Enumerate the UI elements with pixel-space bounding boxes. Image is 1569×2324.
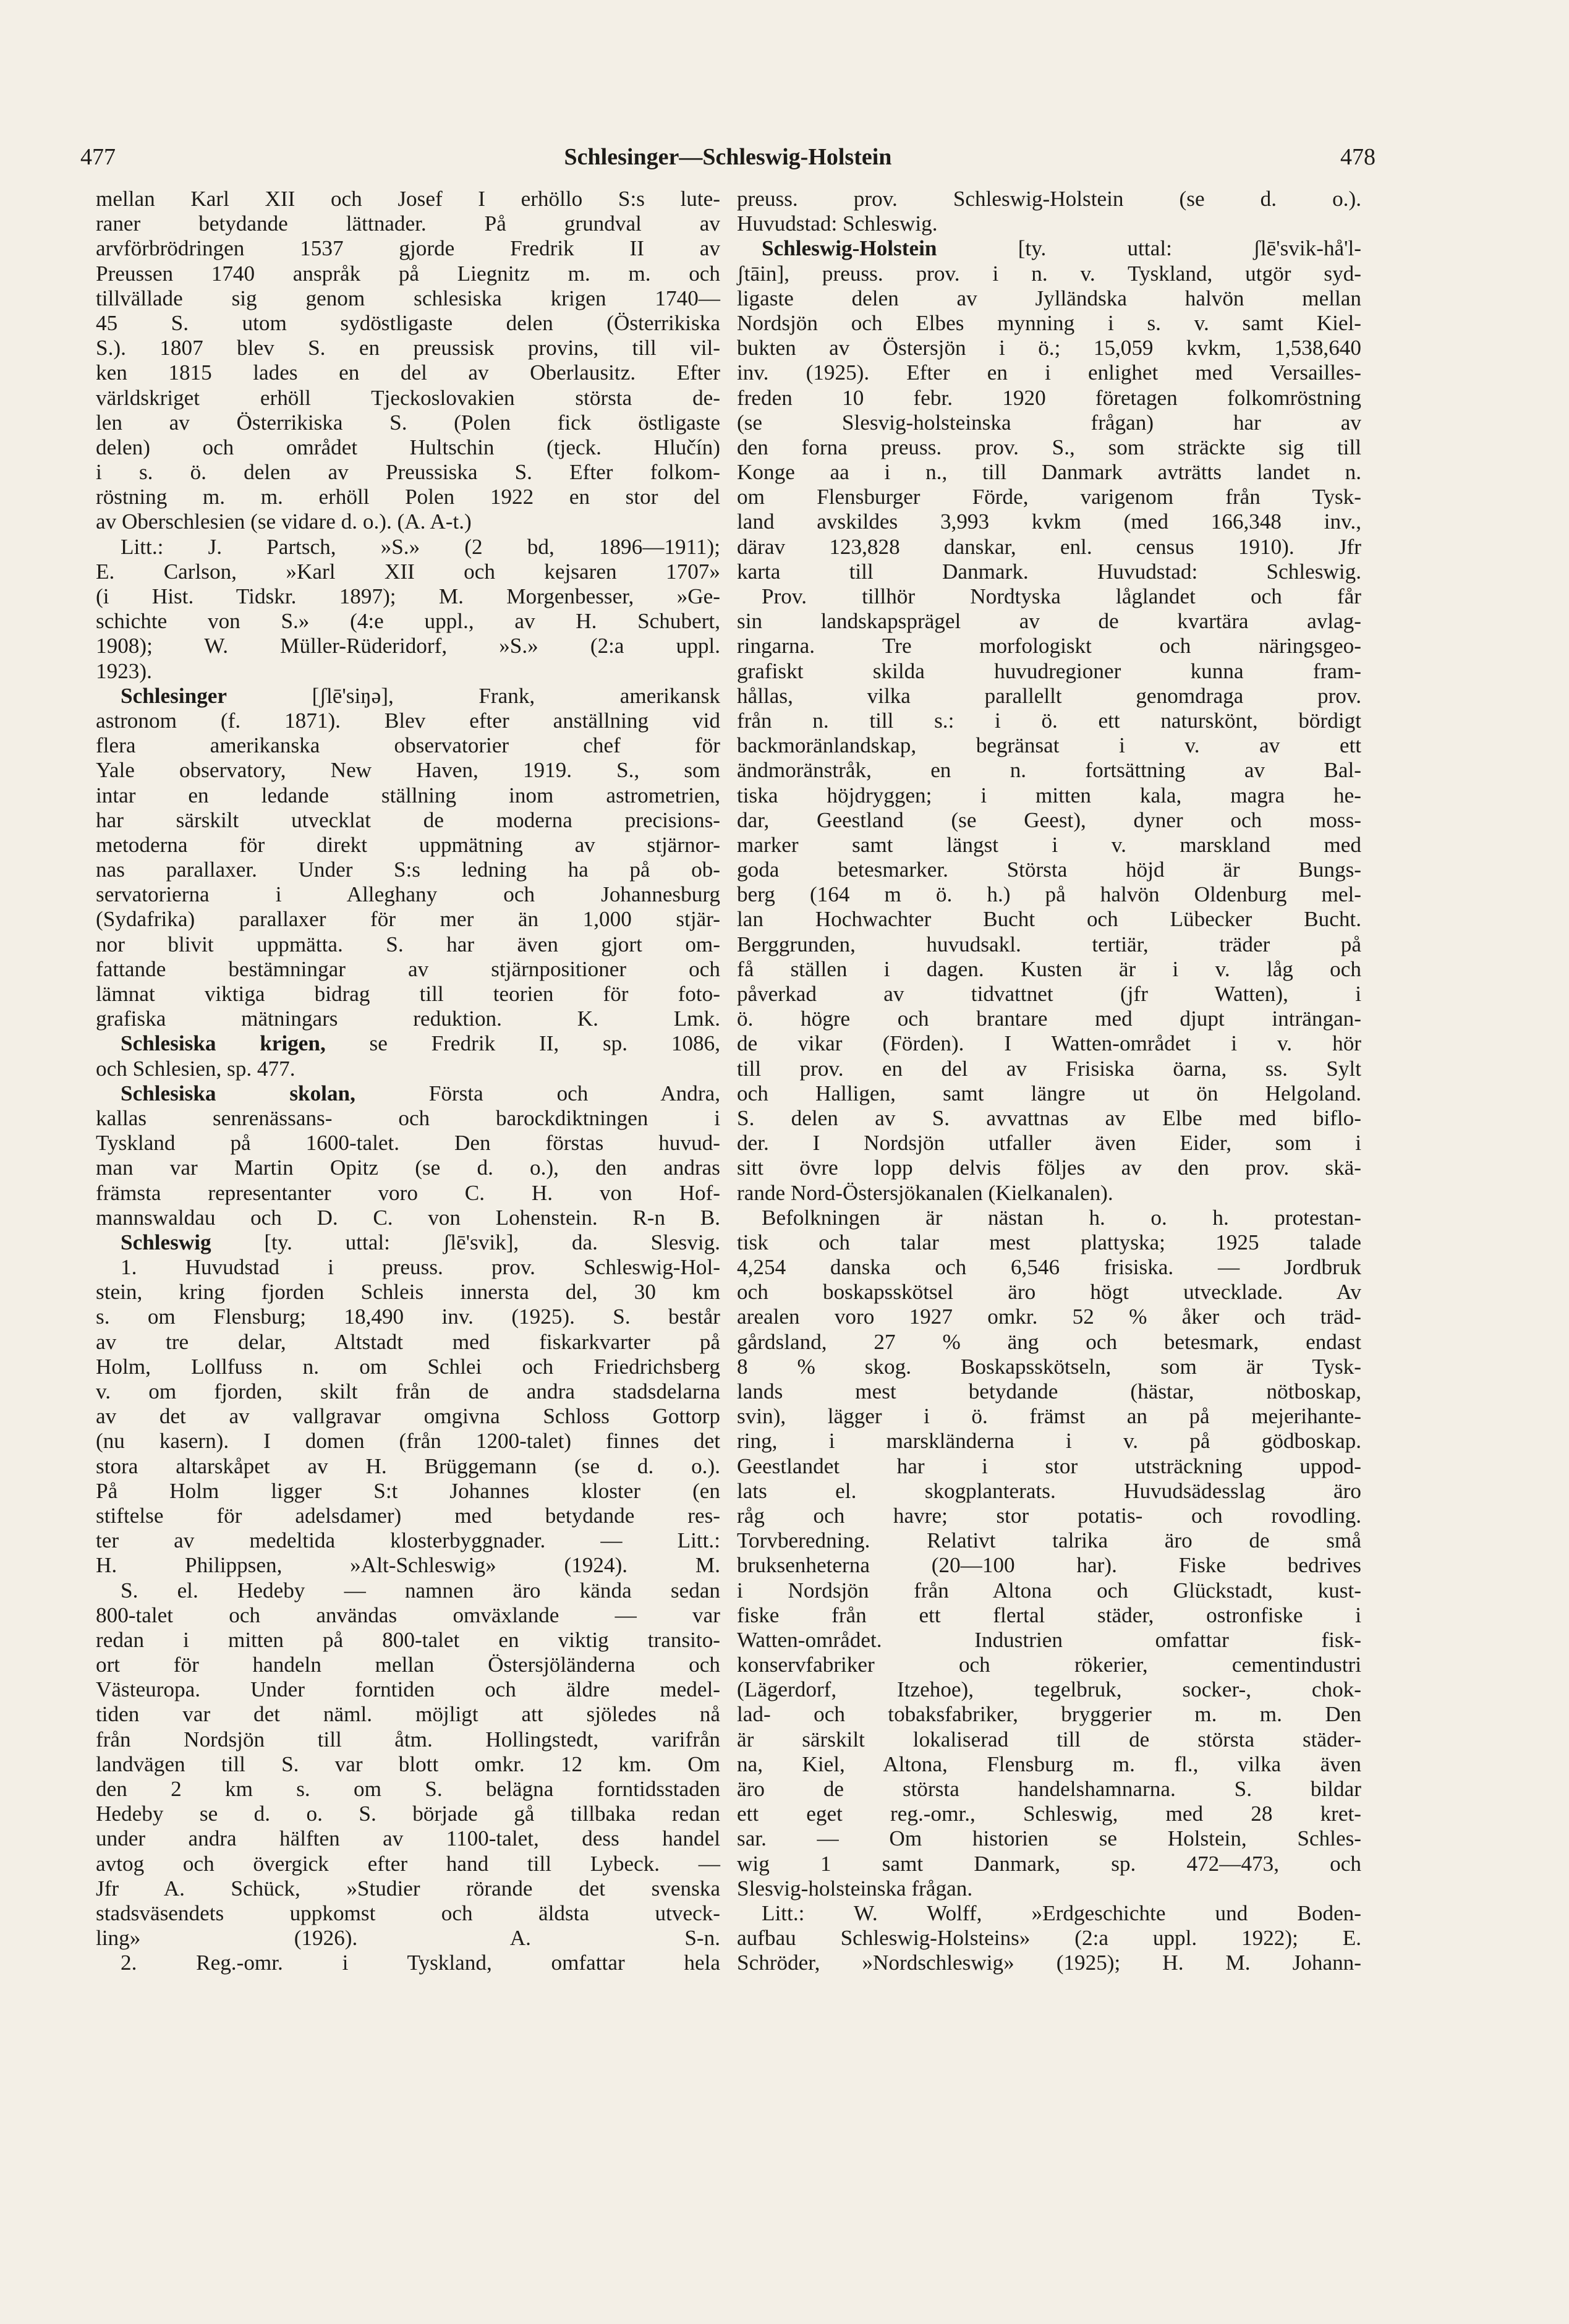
text-line: v. om fjorden, skilt från de andra stadsdelarna: [96, 1379, 720, 1403]
page-header: [80, 143, 1376, 181]
text-line: Jfr A. Schück, »Studier rörande det svenska: [96, 1876, 720, 1900]
text-line: wig 1 samt Danmark, sp. 472—473, och: [737, 1851, 1361, 1876]
text-line: man var Martin Opitz (se d. o.), den andras: [96, 1156, 720, 1180]
text-line: därav 123,828 danskar, enl. census 1910). Jfr: [737, 534, 1361, 559]
text-line: aufbau Schleswig-Holsteins» (2:a uppl. 1922); E.: [737, 1926, 1361, 1951]
text-line: tisk och talar mest plattyska; 1925 talade: [737, 1230, 1361, 1254]
text-line: de vikar (Förden). I Watten-området i v. hör: [737, 1031, 1361, 1056]
text-line: bukten av Östersjön i ö.; 15,059 kvkm, 1,538,640: [737, 336, 1361, 360]
text-line: Yale observatory, New Haven, 1919. S., som: [96, 758, 720, 783]
text-line: avtog och övergick efter hand till Lybeck. —: [96, 1851, 720, 1876]
text-line: Berggrunden, huvudsakl. tertiär, träder på: [737, 932, 1361, 956]
text-line: preuss. prov. Schleswig-Holstein (se d. o.).: [737, 187, 1361, 211]
text-line: ligaste delen av Jylländska halvön mellan: [737, 286, 1361, 310]
text-line: goda betesmarker. Största höjd är Bungs-: [737, 858, 1361, 882]
text-line: få ställen i dagen. Kusten är i v. låg och: [737, 956, 1361, 981]
text-line: nas parallaxer. Under S:s ledning ha på ob-: [96, 858, 720, 882]
text-line: ort för handeln mellan Östersjöländerna och: [96, 1653, 720, 1677]
text-line: der. I Nordsjön utfaller även Eider, som i: [737, 1131, 1361, 1156]
text-line: astronom (f. 1871). Blev efter anställning vid: [96, 708, 720, 733]
text-line: (Sydafrika) parallaxer för mer än 1,000 stjär-: [96, 907, 720, 932]
text-line: om Flensburger Förde, varigenom från Tysk-: [737, 485, 1361, 509]
text-line: (nu kasern). I domen (från 1200-talet) finnes det: [96, 1429, 720, 1454]
text-line: S.). 1807 blev S. en preussisk provins, till vil-: [96, 336, 720, 360]
text-line: (se Slesvig-holsteinska frågan) har av: [737, 410, 1361, 435]
text-line: landvägen till S. var blott omkr. 12 km. Om: [96, 1752, 720, 1776]
text-line: S. el. Hedeby — namnen äro kända sedan: [121, 1578, 720, 1603]
text-line: Holm, Lollfuss n. om Schlei och Friedrichsberg: [96, 1354, 720, 1379]
text-line: världskriget erhöll Tjeckoslovakien största de-: [96, 385, 720, 410]
text-line: under andra hälften av 1100-talet, dess handel: [96, 1826, 720, 1851]
text-line: Prov. tillhör Nordtyska låglandet och får: [762, 584, 1361, 608]
text-line: 1923).: [96, 658, 152, 683]
text-line: nor blivit uppmätta. S. har även gjort om-: [96, 932, 720, 956]
right-column: [737, 187, 1361, 1976]
text-line: 4,254 danska och 6,546 frisiska. — Jordbruk: [737, 1255, 1361, 1280]
text-line: ö. högre och brantare med djupt inträngan-: [737, 1007, 1361, 1031]
text-line: konservfabriker och rökerier, cementindustri: [737, 1653, 1361, 1677]
text-line: sitt övre lopp delvis följes av den prov. skä-: [737, 1156, 1361, 1180]
text-line: (Lägerdorf, Itzehoe), tegelbruk, socker-, chok-: [737, 1677, 1361, 1702]
text-line: grafiskt skilda huvudregioner kunna fram-: [737, 658, 1361, 683]
text-line: 800-talet och användas omväxlande — var: [96, 1603, 720, 1627]
text-line: av det av vallgravar omgivna Schloss Gottorp: [96, 1404, 720, 1429]
text-line: äro de största handelshamnarna. S. bildar: [737, 1777, 1361, 1801]
text-line: redan i mitten på 800-talet en viktig transito-: [96, 1627, 720, 1652]
text-line: inv. (1925). Efter en i enlighet med Versailles-: [737, 360, 1361, 385]
text-line: Hedeby se d. o. S. började gå tillbaka redan: [96, 1802, 720, 1826]
text-line: berg (164 m ö. h.) på halvön Oldenburg mel-: [737, 882, 1361, 907]
text-line: tiden var det näml. möjligt att sjöledes nå: [96, 1702, 720, 1727]
text-line: stadsväsendets uppkomst och äldsta utveck-: [96, 1900, 720, 1925]
text-line: S. delen av S. avvattnas av Elbe med biflo-: [737, 1105, 1361, 1130]
text-line: E. Carlson, »Karl XII och kejsaren 1707»: [96, 559, 720, 584]
text-line: ling» (1926). A. S-n.: [96, 1926, 720, 1951]
text-line: delen) och området Hultschin (tjeck. Hlučín): [96, 435, 720, 459]
entry-headword: Schleswig-Holstein: [762, 236, 937, 261]
text-line: Slesvig-holsteinska frågan.: [737, 1876, 973, 1900]
text-line: sin landskapsprägel av de kvartära avlag-: [737, 609, 1361, 634]
text-line: Torvberedning. Relativt talrika äro de små: [737, 1528, 1361, 1553]
text-line: av tre delar, Altstadt med fiskarkvarter på: [96, 1329, 720, 1354]
text-line: dar, Geestland (se Geest), dyner och moss-: [737, 807, 1361, 832]
entry-headword: Schlesiska skolan,: [121, 1081, 355, 1105]
text-line: Schleswig-Holstein [ty. uttal: ʃlē'svik-hå'l-: [762, 236, 1361, 261]
text-line: ter av medeltida klosterbyggnader. — Litt.:: [96, 1528, 720, 1553]
text-line: och Halligen, samt längre ut ön Helgoland.: [737, 1081, 1361, 1105]
text-line: Huvudstad: Schleswig.: [737, 211, 938, 236]
text-line: Befolkningen är nästan h. o. h. protestan-: [762, 1205, 1361, 1230]
text-line: ʃtāin], preuss. prov. i n. v. Tyskland, utgör syd-: [737, 261, 1361, 286]
text-line: 8 % skog. Boskapsskötseln, som är Tysk-: [737, 1354, 1361, 1379]
text-line: karta till Danmark. Huvudstad: Schleswig.: [737, 559, 1361, 584]
text-line: 45 S. utom sydöstligaste delen (Österrikiska: [96, 310, 720, 335]
text-line: har särskilt utvecklat de moderna precisions-: [96, 807, 720, 832]
text-line: mellan Karl XII och Josef I erhöllo S:s lute-: [96, 187, 720, 211]
text-line: tillvällade sig genom schlesiska krigen 1740—: [96, 286, 720, 310]
text-line: och Schlesien, sp. 477.: [96, 1056, 296, 1081]
text-line: Watten-området. Industrien omfattar fisk-: [737, 1627, 1361, 1652]
text-line: Schlesinger [ʃlē'siŋə], Frank, amerikansk: [121, 683, 720, 708]
text-line: Geestlandet har i stor utsträckning uppod-: [737, 1454, 1361, 1478]
text-line: är särskilt lokaliserad till de största städer-: [737, 1727, 1361, 1752]
text-line: den forna preuss. prov. S., som sträckte sig till: [737, 435, 1361, 459]
text-line: rande Nord-Östersjökanalen (Kielkanalen).: [737, 1180, 1113, 1205]
text-line: röstning m. m. erhöll Polen 1922 en stor del: [96, 485, 720, 509]
text-line: land avskildes 3,993 kvkm (med 166,348 inv.,: [737, 509, 1361, 534]
text-line: i Nordsjön från Altona och Glückstadt, kust-: [737, 1578, 1361, 1603]
text-line: 1. Huvudstad i preuss. prov. Schleswig-Hol-: [121, 1255, 720, 1280]
text-line: främsta representanter voro C. H. von Hof-: [96, 1180, 720, 1205]
text-line: sar. — Om historien se Holstein, Schles-: [737, 1826, 1361, 1851]
left-page-number: 477: [80, 144, 116, 170]
text-line: freden 10 febr. 1920 företagen folkomröstning: [737, 385, 1361, 410]
text-line: Schlesiska krigen, se Fredrik II, sp. 1086,: [121, 1031, 720, 1056]
text-line: marker samt längst i v. marskland med: [737, 832, 1361, 857]
text-line: råg och havre; stor potatis- och rovodling.: [737, 1503, 1361, 1528]
text-line: 1908); W. Müller-Rüderidorf, »S.» (2:a uppl.: [96, 634, 720, 658]
text-line: mannswaldau och D. C. von Lohenstein. R-n B.: [96, 1205, 720, 1230]
text-line: och boskapsskötsel äro högt utvecklade. Av: [737, 1280, 1361, 1305]
text-line: På Holm ligger S:t Johannes kloster (en: [96, 1478, 720, 1503]
text-line: ändmoränstråk, en n. fortsättning av Bal-: [737, 758, 1361, 783]
text-line: lan Hochwachter Bucht och Lübecker Bucht.: [737, 907, 1361, 932]
text-line: av Oberschlesien (se vidare d. o.). (A. A-t.): [96, 509, 472, 534]
running-title: Schlesinger—Schleswig-Holstein: [564, 144, 892, 170]
text-line: den 2 km s. om S. belägna forntidsstaden: [96, 1777, 720, 1801]
entry-headword: Schleswig: [121, 1230, 211, 1254]
text-line: påverkad av tidvattnet (jfr Watten), i: [737, 982, 1361, 1006]
text-line: backmoränlandskap, begränsat i v. av ett: [737, 733, 1361, 758]
text-line: Tyskland på 1600-talet. Den förstas huvud-: [96, 1131, 720, 1156]
text-line: (i Hist. Tidskr. 1897); M. Morgenbesser, »Ge-: [96, 584, 720, 608]
text-line: 2. Reg.-omr. i Tyskland, omfattar hela: [121, 1951, 720, 1975]
text-line: Litt.: J. Partsch, »S.» (2 bd, 1896—1911);: [121, 534, 720, 559]
text-line: ring, i marskländerna i v. på gödboskap.: [737, 1429, 1361, 1454]
text-line: servatorierna i Alleghany och Johannesburg: [96, 882, 720, 907]
text-line: intar en ledande ställning inom astrometrien,: [96, 783, 720, 807]
text-line: Schlesiska skolan, Första och Andra,: [121, 1081, 720, 1105]
text-line: bruksenheterna (20—100 har). Fiske bedrives: [737, 1553, 1361, 1578]
text-line: lats el. skogplanterats. Huvudsädesslag äro: [737, 1478, 1361, 1503]
text-line: fiske från ett flertal städer, ostronfiske i: [737, 1603, 1361, 1627]
text-line: Schröder, »Nordschleswig» (1925); H. M. Johann-: [737, 1951, 1361, 1975]
text-line: Västeuropa. Under forntiden och äldre medel-: [96, 1677, 720, 1702]
text-line: fattande bestämningar av stjärnpositioner och: [96, 956, 720, 981]
left-column: [96, 187, 720, 1976]
text-line: stein, kring fjorden Schleis innersta del, 30 km: [96, 1280, 720, 1305]
text-line: raner betydande lättnader. På grundval av: [96, 211, 720, 236]
text-line: na, Kiel, Altona, Flensburg m. fl., vilka även: [737, 1752, 1361, 1776]
text-line: svin), lägger i ö. främst an på mejerihante-: [737, 1404, 1361, 1429]
text-line: flera amerikanska observatorier chef för: [96, 733, 720, 758]
text-line: Litt.: W. Wolff, »Erdgeschichte und Boden-: [762, 1900, 1361, 1925]
text-line: från Nordsjön till åtm. Hollingstedt, varifrån: [96, 1727, 720, 1752]
text-line: Konge aa i n., till Danmark avträtts landet n.: [737, 460, 1361, 485]
text-line: lämnat viktiga bidrag till teorien för foto-: [96, 982, 720, 1006]
text-line: kallas senrenässans- och barockdiktningen i: [96, 1105, 720, 1130]
text-line: tiska höjdryggen; i mitten kala, magra he-: [737, 783, 1361, 807]
text-line: stiftelse för adelsdamer) med betydande res-: [96, 1503, 720, 1528]
text-line: schichte von S.» (4:e uppl., av H. Schubert,: [96, 609, 720, 634]
text-line: till prov. en del av Frisiska öarna, ss. Sylt: [737, 1056, 1361, 1081]
text-line: grafiska mätningars reduktion. K. Lmk.: [96, 1007, 720, 1031]
text-line: Schleswig [ty. uttal: ʃlē'svik], da. Slesvig.: [121, 1230, 720, 1254]
entry-headword: Schlesiska krigen,: [121, 1031, 326, 1056]
text-line: ken 1815 lades en del av Oberlausitz. Efter: [96, 360, 720, 385]
entry-headword: Schlesinger: [121, 683, 227, 708]
text-line: Nordsjön och Elbes mynning i s. v. samt Kiel-: [737, 310, 1361, 335]
text-line: lad- och tobaksfabriker, bryggerier m. m. Den: [737, 1702, 1361, 1727]
text-line: ett eget reg.-omr., Schleswig, med 28 kret-: [737, 1802, 1361, 1826]
text-line: lands mest betydande (hästar, nötboskap,: [737, 1379, 1361, 1403]
right-page-number: 478: [1340, 144, 1376, 170]
text-line: ringarna. Tre morfologiskt och näringsgeo-: [737, 634, 1361, 658]
text-line: hållas, vilka parallellt genomdraga prov.: [737, 683, 1361, 708]
text-line: len av Österrikiska S. (Polen fick östligaste: [96, 410, 720, 435]
text-line: från n. till s.: i ö. ett naturskönt, bördigt: [737, 708, 1361, 733]
text-line: metoderna för direkt uppmätning av stjärnor-: [96, 832, 720, 857]
text-line: arvförbrödringen 1537 gjorde Fredrik II av: [96, 236, 720, 261]
text-line: s. om Flensburg; 18,490 inv. (1925). S. består: [96, 1305, 720, 1329]
text-line: gårdsland, 27 % äng och betesmark, endast: [737, 1329, 1361, 1354]
text-line: arealen voro 1927 omkr. 52 % åker och träd-: [737, 1305, 1361, 1329]
text-line: i s. ö. delen av Preussiska S. Efter folkom-: [96, 460, 720, 485]
text-line: Preussen 1740 anspråk på Liegnitz m. m. och: [96, 261, 720, 286]
text-line: H. Philippsen, »Alt-Schleswig» (1924). M.: [96, 1553, 720, 1578]
text-line: stora altarskåpet av H. Brüggemann (se d. o.).: [96, 1454, 720, 1478]
